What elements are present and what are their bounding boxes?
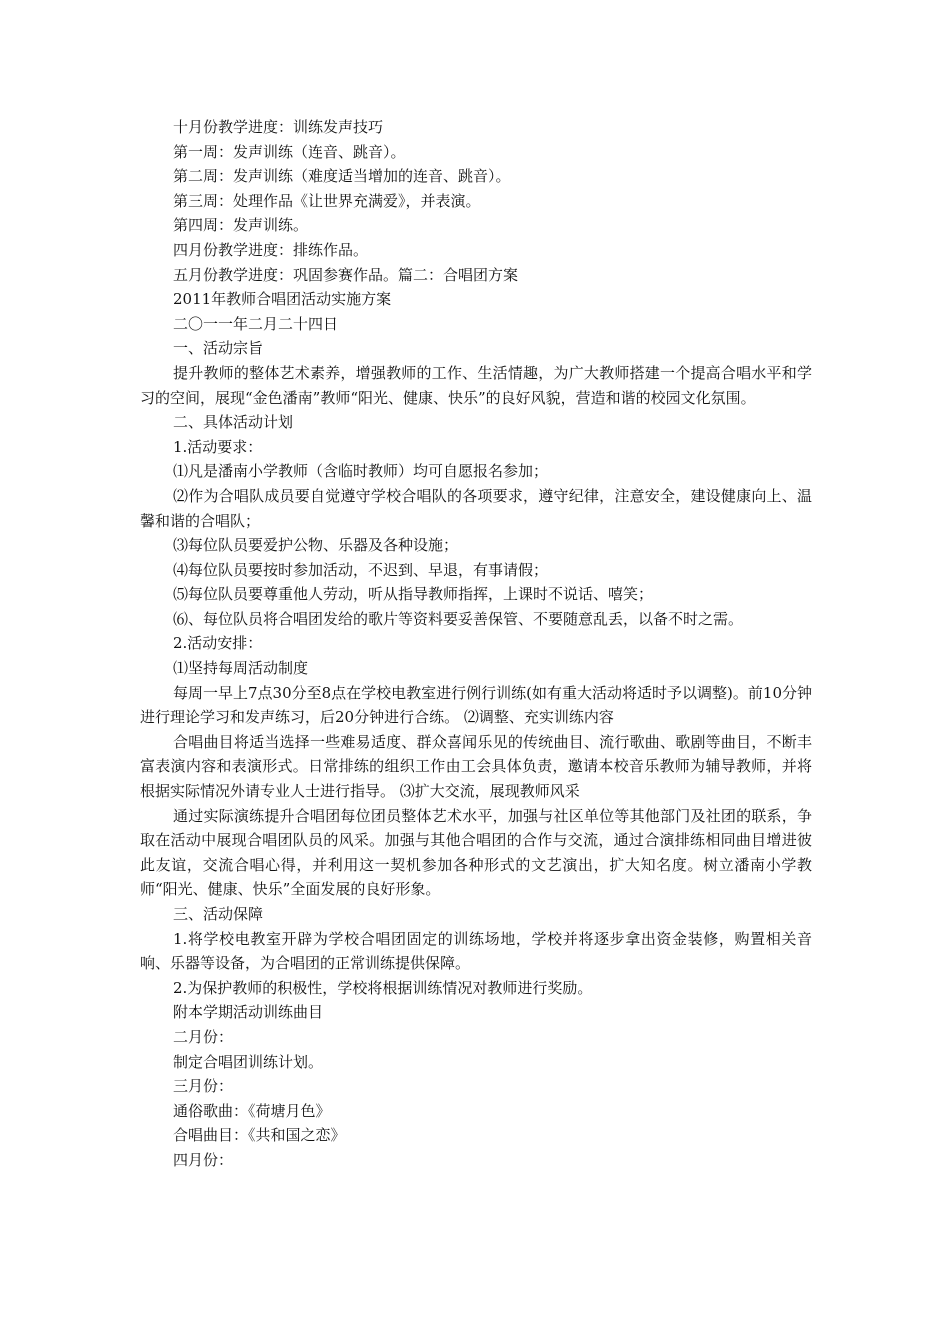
list-item: ⑵作为合唱队成员要自觉遵守学校合唱队的各项要求，遵守纪律，注意安全，建设健康向上、温馨和谐的合唱队； bbox=[140, 486, 812, 530]
text-line: 第三周：处理作品《让世界充满爱》，并表演。 bbox=[173, 191, 481, 210]
list-item: ⑸每位队员要尊重他人劳动，听从指导教师指挥，上课时不说话、嘻笑； bbox=[173, 585, 654, 604]
text-line: 通俗歌曲：《荷塘月色》 bbox=[173, 1101, 331, 1120]
section-heading: 一、活动宗旨 bbox=[173, 339, 264, 358]
text-line: 二月份： bbox=[173, 1027, 234, 1046]
text-line: 五月份教学进度：巩固参赛作品。篇二：合唱团方案 bbox=[173, 265, 519, 284]
list-item: ⑹、每位队员将合唱团发给的歌片等资料要妥善保管、不要随意乱丢，以备不时之需。 bbox=[173, 609, 744, 628]
text-line: 第四周：发声训练。 bbox=[173, 216, 309, 235]
document-body bbox=[140, 115, 812, 1173]
subsection-heading: 2.活动安排： bbox=[173, 634, 263, 653]
paragraph: 每周一早上7点30分至8点在学校电教室进行例行训练(如有重大活动将适时予以调整)。前10分钟进行理论学习和发声练习，后20分钟进行合练。 ⑵调整、充实训练内容 bbox=[140, 683, 812, 727]
text-line: 三月份： bbox=[173, 1077, 234, 1096]
text-line: 四月份教学进度：排练作品。 bbox=[173, 240, 369, 259]
text-line: 十月份教学进度：训练发声技巧 bbox=[173, 118, 384, 136]
subsection-heading: 1.活动要求： bbox=[173, 437, 263, 456]
text-line: 制定合唱团训练计划。 bbox=[173, 1052, 324, 1071]
list-item: ⑴凡是潘南小学教师（含临时教师）均可自愿报名参加； bbox=[173, 462, 549, 481]
paragraph: 通过实际演练提升合唱团每位团员整体艺术水平，加强与社区单位等其他部门及社团的联系，争取在活动中展现合唱团队员的风采。加强与其他合唱团的合作与交流，通过合演排练相同曲目增进彼此友谊，交流合唱心得，并利用这一契机参加各种形式的文艺演出，扩大知名度。树立潘南小学教师“阳光、健康、快乐”全面发展的良好形象。 bbox=[140, 806, 812, 899]
document-date: 二〇一一年二月二十四日 bbox=[173, 314, 339, 333]
list-item: ⑶每位队员要爱护公物、乐器及各种设施； bbox=[173, 536, 459, 555]
text-line: 合唱曲目：《共和国之恋》 bbox=[173, 1126, 346, 1145]
paragraph: 2.为保护教师的积极性，学校将根据训练情况对教师进行奖励。 bbox=[173, 978, 593, 997]
text-line: 第二周：发声训练（难度适当增加的连音、跳音）。 bbox=[173, 167, 511, 186]
text-line: 附本学期活动训练曲目 bbox=[173, 1003, 324, 1022]
paragraph: 提升教师的整体艺术素养，增强教师的工作、生活情趣，为广大教师搭建一个提高合唱水平和学习的空间，展现“金色潘南”教师“阳光、健康、快乐”的良好风貌，营造和谐的校园文化氛围。 bbox=[140, 363, 812, 407]
text-line: 四月份： bbox=[173, 1150, 234, 1169]
paragraph: 1.将学校电教室开辟为学校合唱团固定的训练场地，学校并将逐步拿出资金装修，购置相关音响、乐器等设备，为合唱团的正常训练提供保障。 bbox=[140, 929, 812, 973]
text-line: 第一周：发声训练（连音、跳音）。 bbox=[173, 142, 406, 161]
list-item: ⑷每位队员要按时参加活动，不迟到、早退，有事请假； bbox=[173, 560, 549, 579]
section-heading: 三、活动保障 bbox=[173, 905, 264, 923]
section-heading: 二、具体活动计划 bbox=[173, 413, 294, 432]
paragraph: 合唱曲目将适当选择一些难易适度、群众喜闻乐见的传统曲目、流行歌曲、歌剧等曲目，不断丰富表演内容和表演形式。日常排练的组织工作由工会具体负责，邀请本校音乐教师为辅导教师，并将根据实际情况外请专业人士进行指导。 ⑶扩大交流，展现教师风采 bbox=[140, 732, 812, 801]
document-title: 2011年教师合唱团活动实施方案 bbox=[173, 290, 392, 309]
list-item: ⑴坚持每周活动制度 bbox=[173, 659, 309, 678]
